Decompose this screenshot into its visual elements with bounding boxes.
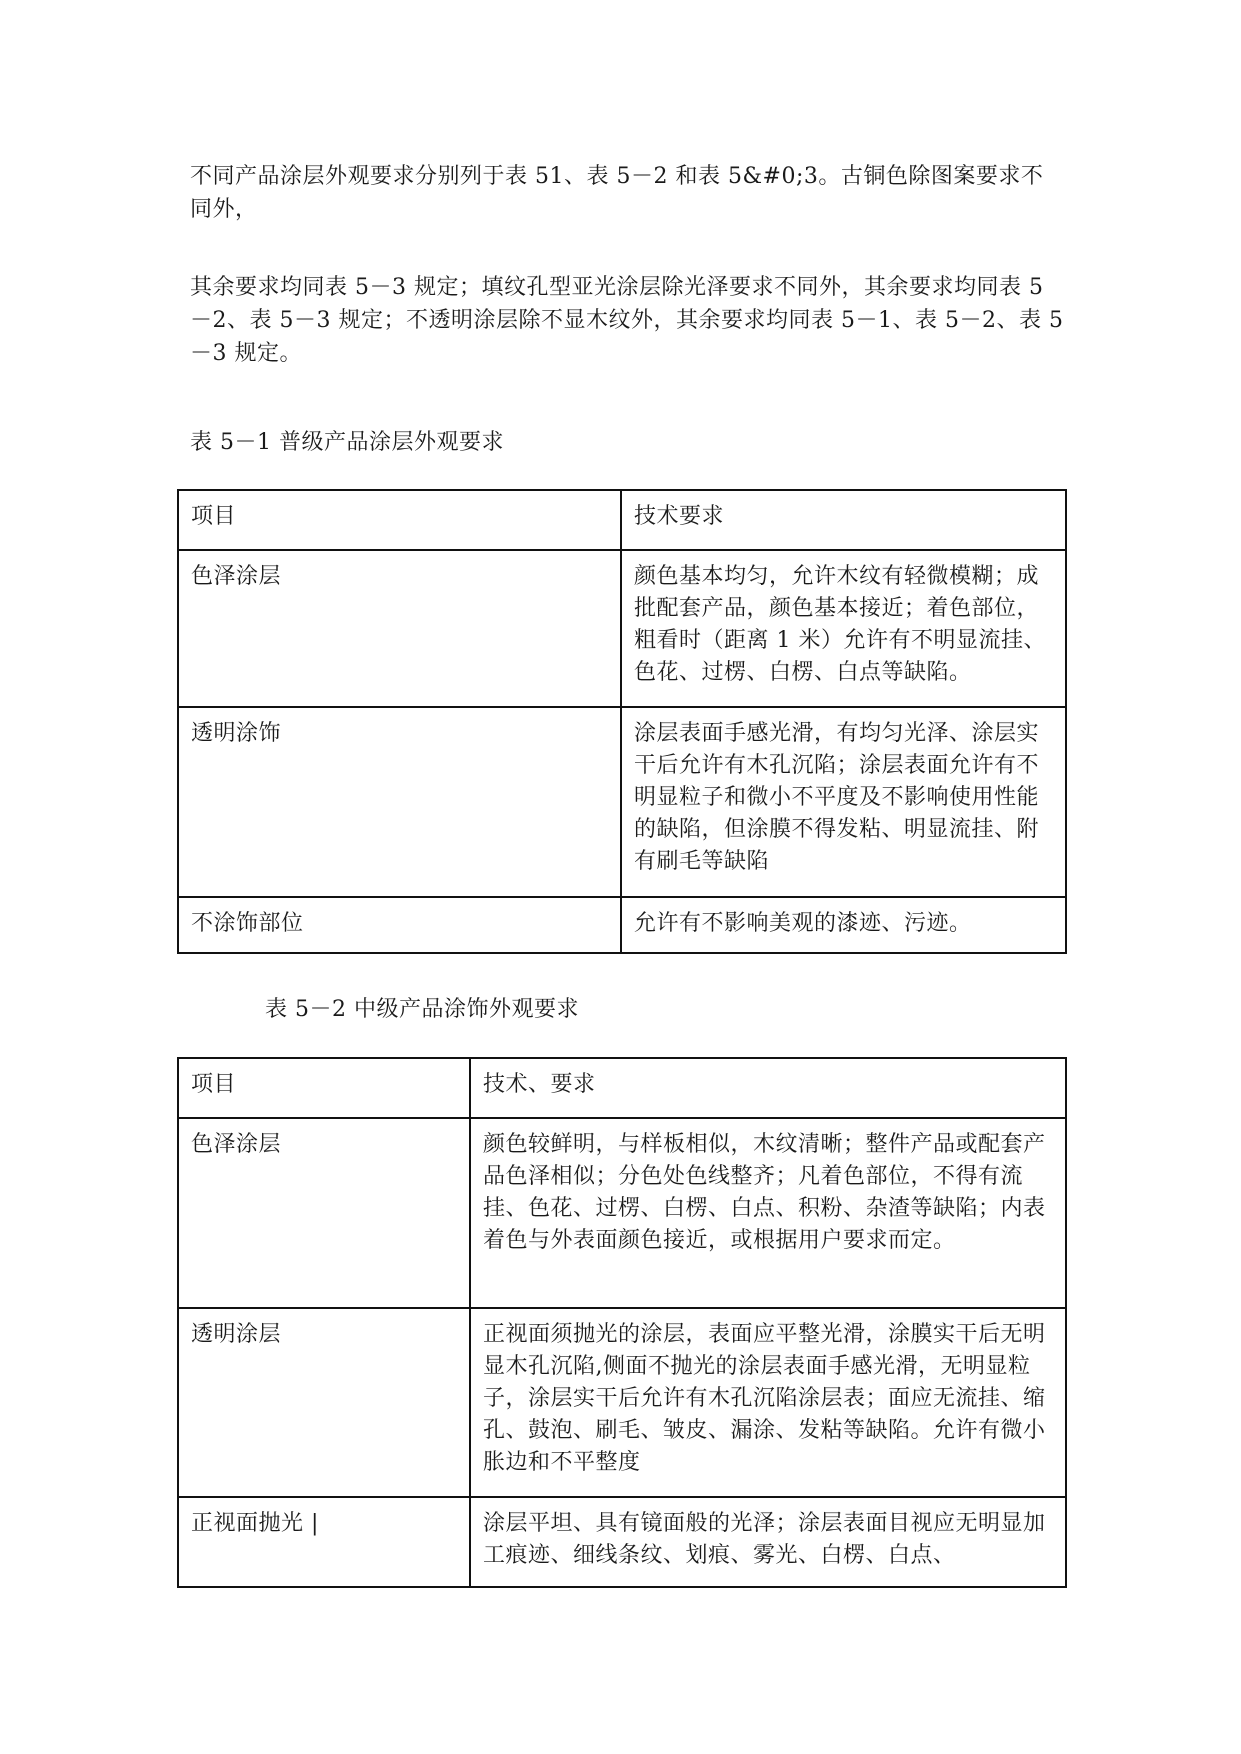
table2-row3-item: 正视面抛光 | <box>178 1497 470 1587</box>
table2-row3-requirement: 涂层平坦、具有镜面般的光泽；涂层表面目视应无明显加工痕迹、细线条纹、划痕、雾光、白楞、白点、 <box>470 1497 1066 1587</box>
table1-header-row <box>178 490 1066 550</box>
table1-row3-requirement: 允许有不影响美观的漆迹、污迹。 <box>621 897 1066 953</box>
table1-row2-item: 透明涂饰 <box>178 707 621 897</box>
table1-caption: 表 5－1 普级产品涂层外观要求 <box>190 430 504 455</box>
intro-paragraph-1: 不同产品涂层外观要求分别列于表 51、表 5－2 和表 5&#0;3。古铜色除图案要求不同外， <box>190 164 1044 222</box>
table1 <box>177 489 1067 954</box>
table1-header-requirement: 技术要求 <box>621 490 1066 550</box>
table2 <box>177 1057 1067 1588</box>
table-row <box>178 550 1066 707</box>
table2-row1-requirement: 颜色较鲜明，与样板相似，木纹清晰；整件产品或配套产品色泽相似；分色处色线整齐；凡着色部位，不得有流挂、色花、过楞、白楞、白点、积粉、杂渣等缺陷；内表着色与外表面颜色接近，或根据用户要求而定。 <box>470 1118 1066 1308</box>
table2-caption: 表 5－2 中级产品涂饰外观要求 <box>265 997 579 1022</box>
table1-header-item: 项目 <box>178 490 621 550</box>
table-row <box>178 1308 1066 1497</box>
table2-row2-item: 透明涂层 <box>178 1308 470 1497</box>
table-row <box>178 1497 1066 1587</box>
table2-row1-item: 色泽涂层 <box>178 1118 470 1308</box>
table1-row2-requirement: 涂层表面手感光滑，有均匀光泽、涂层实干后允许有木孔沉陷；涂层表面允许有不明显粒子和微小不平度及不影响使用性能的缺陷，但涂膜不得发粘、明显流挂、附有刷毛等缺陷 <box>621 707 1066 897</box>
table-row <box>178 707 1066 897</box>
table2-header-item: 项目 <box>178 1058 470 1118</box>
table-row <box>178 897 1066 953</box>
table1-row1-requirement: 颜色基本均匀，允许木纹有轻微模糊；成批配套产品，颜色基本接近；着色部位，粗看时（距离 1 米）允许有不明显流挂、色花、过楞、白楞、白点等缺陷。 <box>621 550 1066 707</box>
intro-paragraph-2: 其余要求均同表 5－3 规定；填纹孔型亚光涂层除光泽要求不同外，其余要求均同表 5－2、表 5－3 规定；不透明涂层除不显木纹外，其余要求均同表 5－1、表 5－2、表 5－3 规定。 <box>190 275 1064 366</box>
table1-row1-item: 色泽涂层 <box>178 550 621 707</box>
table2-row2-requirement: 正视面须抛光的涂层，表面应平整光滑，涂膜实干后无明显木孔沉陷,侧面不抛光的涂层表面手感光滑，无明显粒子，涂层实干后允许有木孔沉陷涂层表；面应无流挂、缩孔、鼓泡、刷毛、皱皮、漏涂、发粘等缺陷。允许有微小胀边和不平整度 <box>470 1308 1066 1497</box>
table-row <box>178 1118 1066 1308</box>
table2-header-requirement: 技术、要求 <box>470 1058 1066 1118</box>
table2-header-row <box>178 1058 1066 1118</box>
table1-row3-item: 不涂饰部位 <box>178 897 621 953</box>
